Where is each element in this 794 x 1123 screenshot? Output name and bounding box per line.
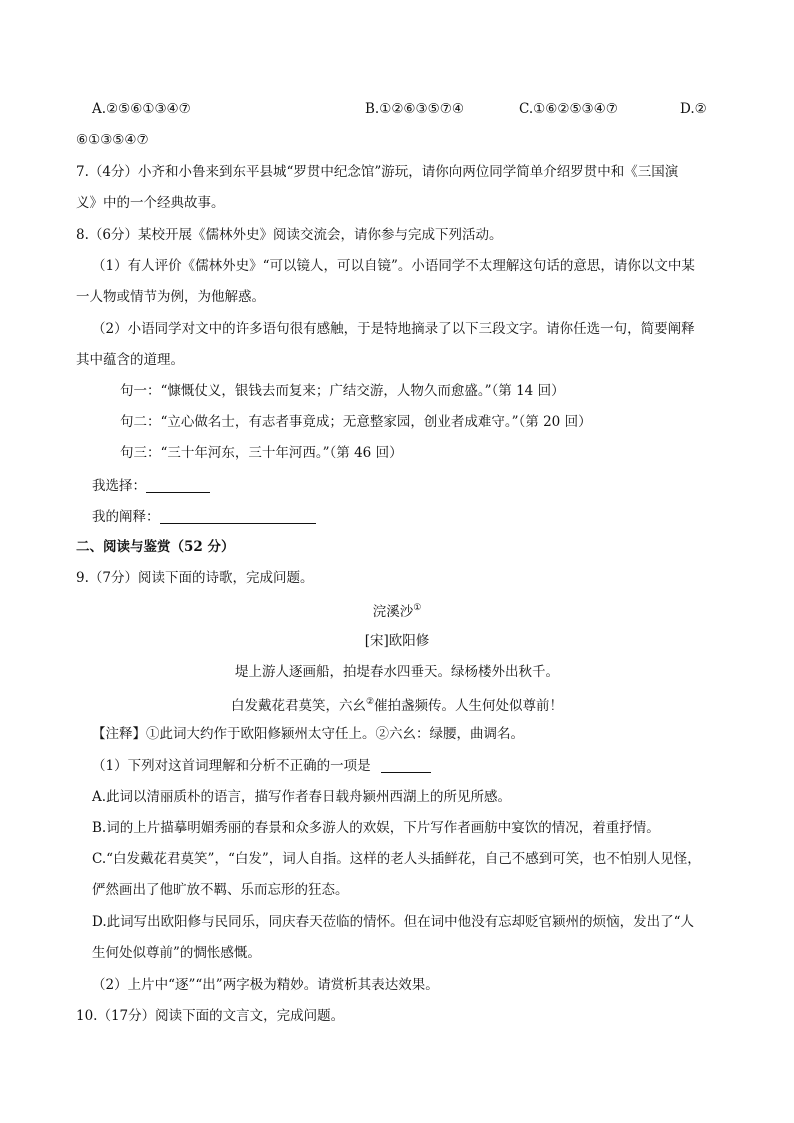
q8-choice-row bbox=[92, 476, 210, 496]
section-heading: 二、阅读与鉴赏（52 分） bbox=[76, 539, 235, 555]
q9-option-d-line1: D.此词写出欧阳修与民同乐，同庆春天莅临的情怀。但在词中他没有忘却贬官颍州的烦恼，发出了“人 bbox=[92, 914, 695, 930]
q8-quote-3: 句三：“三十年河东，三十年河西。”（第 46 回） bbox=[120, 445, 403, 461]
q6-option-b: B.①②⑥③⑤⑦④ bbox=[365, 101, 464, 117]
q10-stem: 10.（17分）阅读下面的文言文，完成问题。 bbox=[76, 1008, 345, 1024]
poem-note: 【注释】①此词大约作于欧阳修颍州太守任上。②六幺：绿腰，曲调名。 bbox=[92, 726, 524, 742]
q8-choice-blank[interactable] bbox=[146, 478, 210, 493]
poem-title-note-marker: ① bbox=[413, 603, 422, 613]
poem-line-2-note-marker: ② bbox=[365, 697, 375, 707]
q9-sub1-stem: （1）下列对这首词理解和分析不正确的一项是 bbox=[92, 758, 371, 774]
q8-stem: 8.（6分）某校开展《儒林外史》阅读交流会，请你参与完成下列活动。 bbox=[76, 227, 503, 243]
q6-option-d: D.② bbox=[680, 101, 707, 117]
poem-title-text: 浣溪沙 bbox=[372, 604, 414, 620]
q8-explain-row bbox=[92, 507, 316, 527]
poem-line-1: 堤上游人逐画船，拍堤春水四垂天。绿杨楼外出秋千。 bbox=[235, 664, 559, 680]
q8-sub1-line2: 一人物或情节为例，为他解惑。 bbox=[76, 289, 265, 305]
poem-line-2-part-a: 白发戴花君莫笑，六幺 bbox=[230, 698, 366, 714]
q6-option-a: A.②⑤⑥①③④⑦ bbox=[92, 101, 191, 117]
q7-stem-line2: 义》中的一个经典故事。 bbox=[76, 195, 225, 211]
q9-option-b: B.词的上片描摹明媚秀丽的春景和众多游人的欢娱，下片写作者画舫中宴饮的情况，着重抒情。 bbox=[92, 820, 660, 836]
q8-sub2-line2: 其中蕴含的道理。 bbox=[76, 352, 184, 368]
q9-option-c-line2: 俨然画出了他旷放不羁、乐而忘形的狂态。 bbox=[92, 882, 349, 898]
q9-stem: 9.（7分）阅读下面的诗歌，完成问题。 bbox=[76, 570, 314, 586]
q8-sub1-line1: （1）有人评价《儒林外史》“可以镜人，可以自镜”。小语同学不太理解这句话的意思，请你以文中某 bbox=[92, 258, 695, 274]
q7-stem-line1: 7.（4分）小齐和小鲁来到东平县城“罗贯中纪念馆”游玩，请你向两位同学简单介绍罗贯中和《三国演 bbox=[76, 164, 679, 180]
q8-choice-label: 我选择： bbox=[92, 478, 146, 494]
poem-author: [宋]欧阳修 bbox=[364, 633, 430, 649]
poem-line-2 bbox=[0, 692, 794, 716]
q8-quote-2: 句二：“立心做名士，有志者事竟成；无意整家园，创业者成难守。”（第 20 回） bbox=[120, 414, 592, 430]
q8-explain-label: 我的阐释： bbox=[92, 509, 160, 525]
q9-option-a: A.此词以清丽质朴的语言，描写作者春日载舟颍州西湖上的所见所感。 bbox=[92, 789, 512, 805]
poem-title bbox=[0, 598, 794, 622]
q8-quote-1: 句一：“慷慨仗义，银钱去而复来；广结交游，人物久而愈盛。”（第 14 回） bbox=[120, 383, 565, 399]
q6-option-c: C.①⑥②⑤③④⑦ bbox=[519, 101, 618, 117]
q9-option-d-line2: 生何处似尊前”的惆怅感慨。 bbox=[92, 945, 261, 961]
q6-option-d-continued: ⑥①③⑤④⑦ bbox=[76, 132, 149, 148]
q9-sub2: （2）上片中“逐”“出”两字极为精妙。请赏析其表达效果。 bbox=[92, 977, 439, 993]
q8-explain-blank[interactable] bbox=[160, 509, 316, 524]
q8-sub2-line1: （2）小语同学对文中的许多语句很有感触，于是特地摘录了以下三段文字。请你任选一句，简要阐释 bbox=[92, 321, 695, 337]
poem-line-2-part-b: 催拍盏频传。人生何处似尊前！ bbox=[374, 698, 564, 714]
q9-sub1-row bbox=[92, 756, 431, 776]
q9-option-c-line1: C.“白发戴花君莫笑”，“白发”，词人自指。这样的老人头插鲜花，自己不感到可笑，也不怕别人见怪， bbox=[92, 851, 701, 867]
q9-sub1-answer-blank[interactable] bbox=[381, 758, 431, 773]
